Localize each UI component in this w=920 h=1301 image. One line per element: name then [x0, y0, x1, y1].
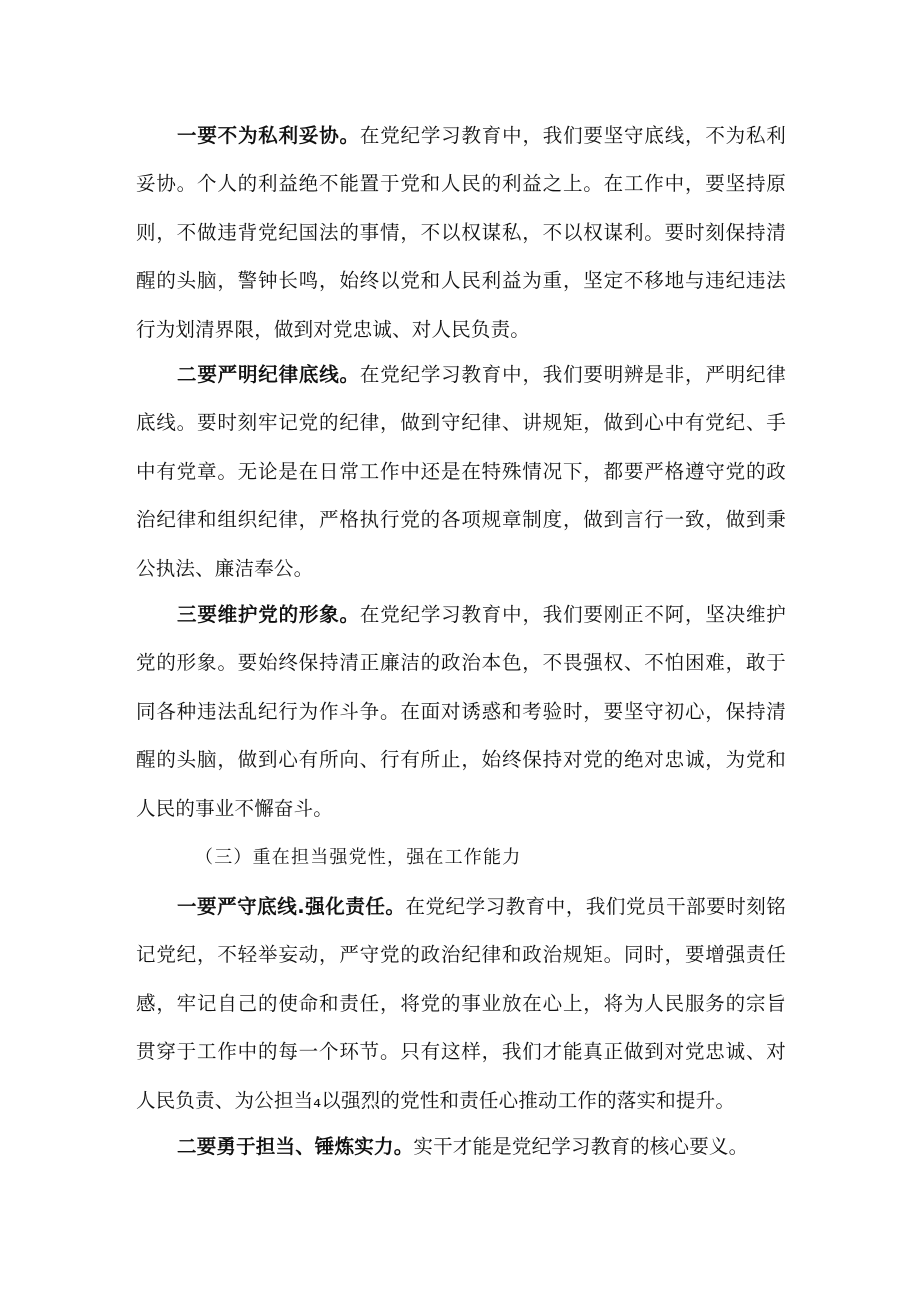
paragraph-3 — [136, 591, 786, 833]
paragraph-5-lead: 二要勇于担当、锤炼实力。 — [177, 1135, 414, 1158]
paragraph-5-body: 实干才能是党纪学习教育的核心要义。 — [413, 1135, 749, 1158]
paragraph-1-lead: 一要不为私利妥协。 — [177, 124, 360, 147]
section-heading: （三）重在担当强党性，强在工作能力 — [195, 847, 522, 868]
paragraph-4-lead: 一要严守底线.强化责任。 — [177, 895, 406, 918]
paragraph-1 — [136, 112, 786, 354]
paragraph-1-body: 在党纪学习教育中，我们要坚守底线，不为私利妥协。个人的利益绝不能置于党和人民的利益之上。在工作中，要坚持原则，不做违背党纪国法的事情，不以权谋私，不以权谋利。要时刻保持清醒的头脑，警钟长鸣，始终以党和人民利益为重，坚定不移地与违纪违法行为划清界限，做到对党忠诚、对人民负责。 — [136, 124, 786, 341]
paragraph-2-body: 在党纪学习教育中，我们要明辨是非，严明纪律底线。要时刻牢记党的纪律，做到守纪律、讲规矩，做到心中有党纪、手中有党章。无论是在日常工作中还是在特殊情况下，都要严格遵守党的政治纪律和组织纪律，严格执行党的各项规章制度，做到言行一致，做到秉公执法、廉洁奉公。 — [136, 363, 786, 580]
paragraph-4-body: 在党纪学习教育中，我们党员干部要时刻铭记党纪，不轻举妄动，严守党的政治纪律和政治规矩。同时，要增强责任感，牢记自己的使命和责任，将党的事业放在心上，将为人民服务的宗旨贯穿于工作中的每一个环节。只有这样，我们才能真正做到对党忠诚、对人民负责、为公担当₄以强烈的党性和责任心推动工作的落实和提升。 — [136, 895, 786, 1112]
paragraph-4 — [136, 883, 786, 1125]
paragraph-5 — [136, 1123, 786, 1171]
paragraph-2-lead: 二要严明纪律底线。 — [177, 363, 360, 386]
paragraph-3-lead: 三要维护党的形象。 — [177, 603, 360, 626]
paragraph-2 — [136, 351, 786, 593]
paragraph-3-body: 在党纪学习教育中，我们要刚正不阿，坚决维护党的形象。要始终保持清正廉洁的政治本色，不畏强权、不怕困难，敢于同各种违法乱纪行为作斗争。在面对诱惑和考验时，要坚守初心，保持清醒的头脑，做到心有所向、行有所止，始终保持对党的绝对忠诚，为党和人民的事业不懈奋斗。 — [136, 603, 786, 820]
